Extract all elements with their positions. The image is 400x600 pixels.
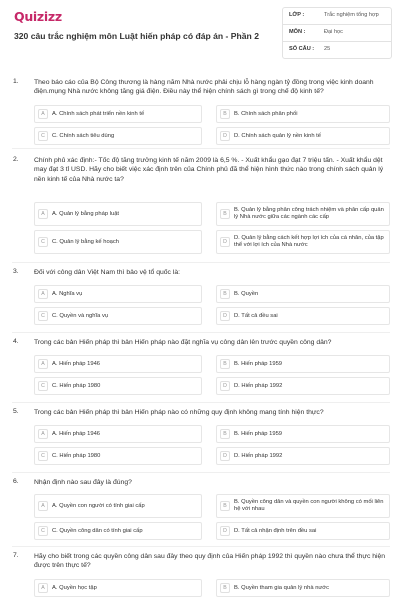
meta-row-class (283, 8, 391, 25)
option-text: C. Hiến pháp 1980 (52, 453, 101, 459)
option-d[interactable] (216, 522, 390, 540)
option-text: D. Tất cả nhận định trên đều sai (234, 528, 317, 534)
option-text: A. Hiến pháp 1946 (52, 361, 101, 367)
meta-label: MÔN : (289, 29, 306, 35)
option-letter: D (220, 131, 230, 141)
option-text: D. Quản lý bằng cách kết hợp lợi ích của cá nhân, của tập thể với lợi ích của Nhà nước (234, 235, 384, 249)
option-letter: B (220, 583, 230, 593)
option-letter: C (38, 131, 48, 141)
meta-value: Trắc nghiệm tổng hợp (324, 12, 379, 18)
option-text: D. Hiến pháp 1992 (234, 453, 283, 459)
option-letter: D (220, 311, 230, 321)
meta-label: LỚP : (289, 12, 305, 18)
option-c[interactable] (34, 522, 202, 540)
option-letter: C (38, 237, 48, 247)
option-text: A. Chính sách phát triển nền kinh tế (52, 111, 145, 117)
document-title: 320 câu trắc nghiệm môn Luật hiến pháp có đáp án - Phần 2 (14, 31, 259, 41)
option-a[interactable] (34, 202, 202, 226)
option-c[interactable] (34, 377, 202, 395)
option-letter: A (38, 109, 48, 119)
option-d[interactable] (216, 307, 390, 325)
option-c[interactable] (34, 307, 202, 325)
option-letter: B (220, 359, 230, 369)
header (0, 0, 400, 66)
option-letter: B (220, 429, 230, 439)
option-a[interactable] (34, 425, 202, 443)
meta-box (282, 7, 392, 59)
option-d[interactable] (216, 230, 390, 254)
option-letter: D (220, 451, 230, 461)
divider (12, 402, 390, 403)
option-text: B. Quản lý bằng phân công trách nhiệm và phân cấp quản lý Nhà nước giữa các ngành các cấp (234, 207, 384, 221)
option-b[interactable] (216, 425, 390, 443)
option-letter: B (220, 209, 230, 219)
option-text: B. Quyền công dân và quyền con người không có mối liên hệ với nhau (234, 499, 384, 513)
meta-row-count (283, 42, 391, 59)
option-text: C. Quản lý bằng kế hoạch (52, 239, 120, 245)
question-number: 7. (13, 552, 19, 559)
divider (12, 148, 390, 149)
option-b[interactable] (216, 355, 390, 373)
option-d[interactable] (216, 447, 390, 465)
question-number: 2. (13, 156, 19, 163)
option-text: C. Chính sách tiêu dùng (52, 133, 115, 139)
option-letter: C (38, 311, 48, 321)
meta-label: SỐ CÂU : (289, 46, 315, 52)
quizizz-logo: Quizizz (14, 9, 62, 24)
divider (12, 332, 390, 333)
option-text: D. Tất cả đều sai (234, 313, 278, 319)
option-letter: A (38, 289, 48, 299)
option-text: A. Hiến pháp 1946 (52, 431, 101, 437)
divider (12, 262, 390, 263)
option-letter: C (38, 451, 48, 461)
option-letter: A (38, 359, 48, 369)
option-b[interactable] (216, 494, 390, 518)
option-letter: A (38, 429, 48, 439)
option-letter: B (220, 109, 230, 119)
option-a[interactable] (34, 355, 202, 373)
option-letter: A (38, 583, 48, 593)
question-text: Theo báo cáo của Bộ Công thương là hàng năm Nhà nước phải chịu lỗ hàng ngàn tỷ đồng trong việc kinh doanh điện.mụng Nhà nước không tăng giá điện. Điều này thể hiện chính sách gì trong chế độ kinh tế? (34, 79, 374, 96)
meta-value: Đại học (324, 29, 343, 35)
question-text: Trong các bản Hiến pháp thì bản Hiến pháp nào có những quy định không mang tính hiện thực? (34, 409, 324, 416)
option-text: C. Quyền công dân có tính giai cấp (52, 528, 143, 534)
option-letter: C (38, 381, 48, 391)
divider (12, 546, 390, 547)
option-a[interactable] (34, 105, 202, 123)
option-text: A. Nghĩa vụ (52, 291, 83, 297)
option-letter: A (38, 209, 48, 219)
option-a[interactable] (34, 494, 202, 518)
option-c[interactable] (34, 230, 202, 254)
question-text: Chính phủ xác định:- Tốc độ tăng trưởng kinh tế năm 2009 là 6,5 %. - Xuất khẩu gạo đạt 7 triệu tấn. - Xuất khẩu dệt may đạt 3 tỉ USD. Hãy cho biết việc xác định trên của Chính phủ đã thể hiện hình thức nào trong chính sách quản lý nền kinh tế của Nhà nước ta? (34, 157, 384, 183)
option-a[interactable] (34, 579, 202, 597)
option-text: B. Quyền tham gia quản lý nhà nước (234, 585, 330, 591)
option-text: D. Chính sách quản lý nền kinh tế (234, 133, 322, 139)
option-letter: D (220, 237, 230, 247)
question-number: 3. (13, 268, 19, 275)
option-text: A. Quyền học tập (52, 585, 97, 591)
option-text: B. Hiến pháp 1959 (234, 361, 283, 367)
option-text: D. Hiến pháp 1992 (234, 383, 283, 389)
option-b[interactable] (216, 285, 390, 303)
option-b[interactable] (216, 202, 390, 226)
meta-value: 25 (324, 46, 331, 52)
question-text: Trong các bản Hiến pháp thì bản Hiến pháp nào đặt nghĩa vụ công dân lên trước quyền công dân? (34, 339, 332, 346)
option-letter: A (38, 501, 48, 511)
question-text: Nhận định nào sau đây là đúng? (34, 479, 132, 486)
option-letter: B (220, 289, 230, 299)
option-letter: D (220, 526, 230, 536)
option-c[interactable] (34, 127, 202, 145)
option-d[interactable] (216, 127, 390, 145)
option-b[interactable] (216, 579, 390, 597)
question-number: 1. (13, 78, 19, 85)
option-text: A. Quản lý bằng pháp luật (52, 211, 120, 217)
question-number: 6. (13, 478, 19, 485)
option-c[interactable] (34, 447, 202, 465)
question-text: Hãy cho biết trong các quyền công dân sau đây theo quy định của Hiến pháp 1992 thì quyền nào chưa thể thực hiện được trên thực tế? (34, 553, 386, 570)
option-text: A. Quyền con người có tính giai cấp (52, 503, 145, 509)
meta-row-subject (283, 25, 391, 42)
option-d[interactable] (216, 377, 390, 395)
divider (12, 472, 390, 473)
option-a[interactable] (34, 285, 202, 303)
option-text: B. Chính sách phân phối (234, 111, 298, 117)
question-number: 4. (13, 338, 19, 345)
option-text: B. Quyền (234, 291, 259, 297)
option-letter: C (38, 526, 48, 536)
question-number: 5. (13, 408, 19, 415)
option-b[interactable] (216, 105, 390, 123)
option-letter: B (220, 501, 230, 511)
option-text: C. Hiến pháp 1980 (52, 383, 101, 389)
option-text: C. Quyền và nghĩa vụ (52, 313, 109, 319)
option-letter: D (220, 381, 230, 391)
question-text: Đối với công dân Việt Nam thì bảo vệ tổ quốc là: (34, 269, 181, 276)
option-text: B. Hiến pháp 1959 (234, 431, 283, 437)
